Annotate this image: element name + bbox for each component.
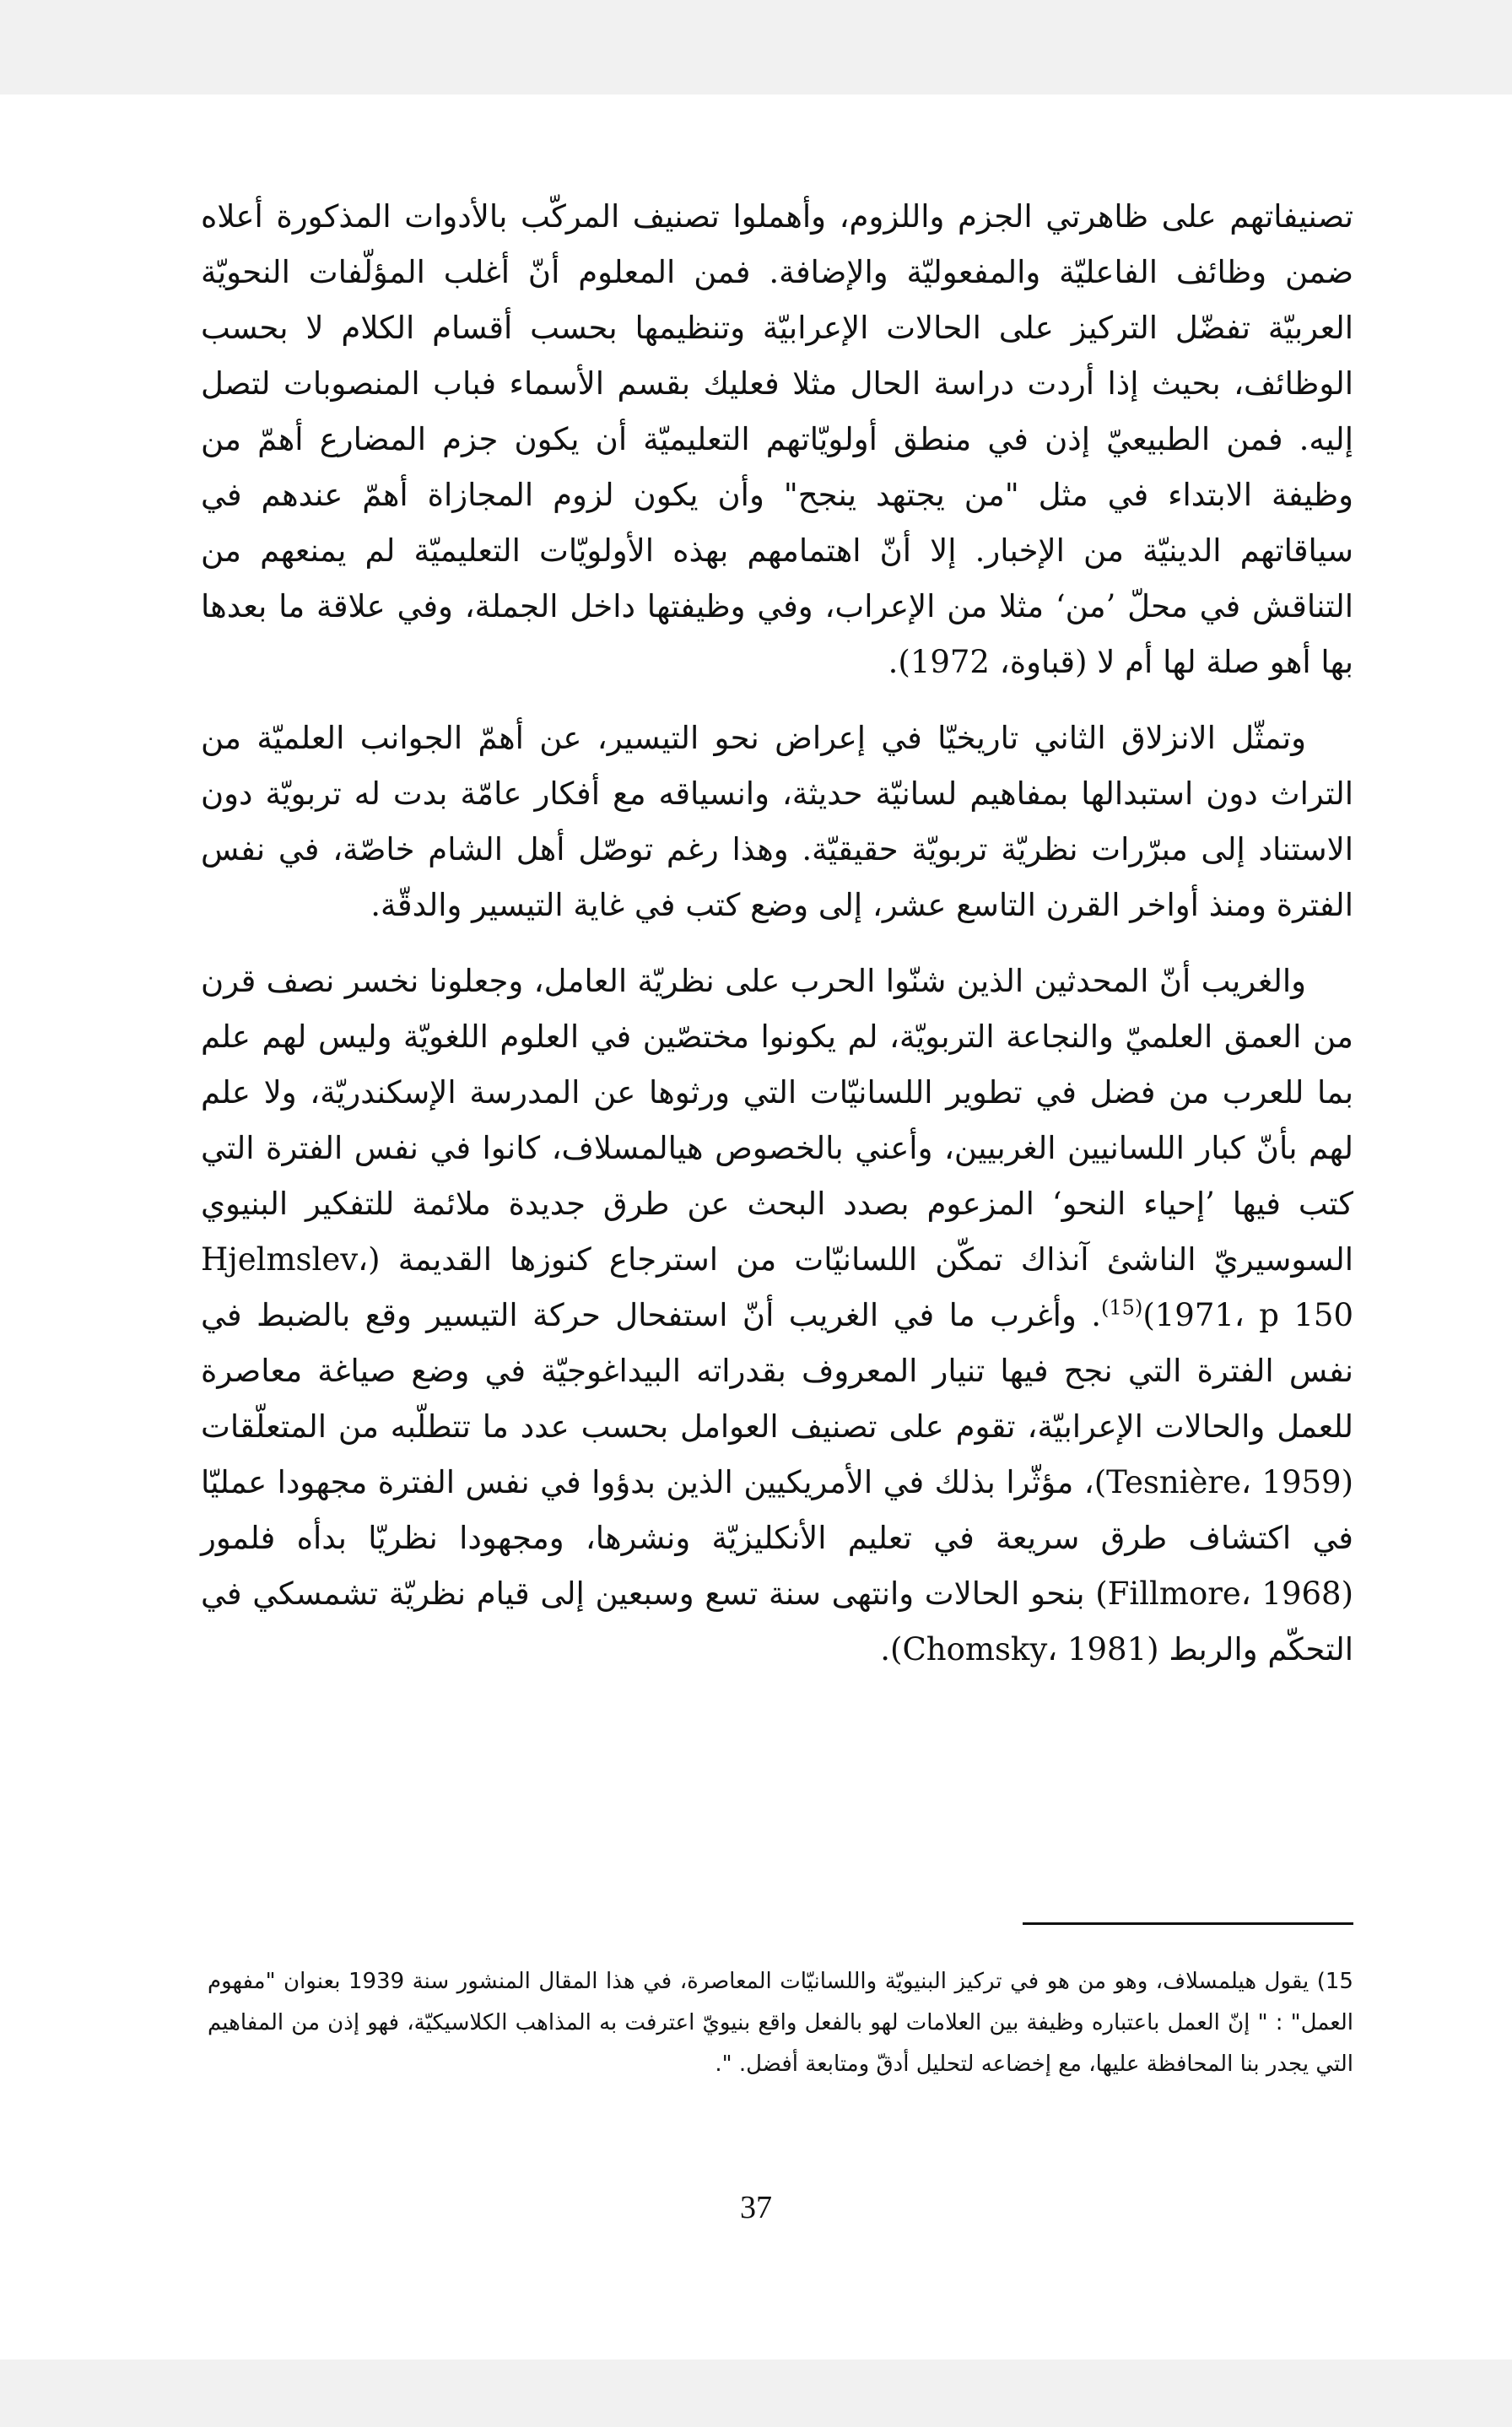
paragraph-3 xyxy=(201,954,1353,1678)
main-text xyxy=(201,189,1353,1678)
page-sheet xyxy=(0,95,1512,2359)
paragraph-2: وتمثّل الانزلاق الثاني تاريخيّا في إعراض نحو التيسير، عن أهمّ الجوانب العلميّة من التراث دون استبدالها بمفاهيم لسانيّة حديثة، وانسياقه مع أفكار عامّة بدت له تربويّة دون الاستناد إلى مبرّرات نظريّة تربويّة حقيقيّة. وهذا رغم توصّل أهل الشام خاصّة، في نفس الفترة ومنذ أواخر القرن التاسع عشر، إلى وضع كتب في غاية التيسير والدقّة. xyxy=(201,720,1353,923)
paragraph-3-text-a: والغريب أنّ المحدثين الذين شنّوا الحرب على نظريّة العامل، وجعلونا نخسر نصف قرن من العمق العلميّ والنجاعة التربويّة، لم يكونوا مختصّين في العلوم اللغويّة وليس لهم علم بما للعرب من فضل في تطوير اللسانيّات التي ورثوها عن المدرسة الإسكندريّة، ولا علم لهم بأنّ كبار اللسانيين الغربيين، وأعني بالخصوص هيالمسلاف، كانوا في نفس الفترة التي كتب فيها ’إحياء النحو‘ المزعوم بصدد البحث عن طرق جديدة ملائمة للتفكير البنيوي السوسيريّ الناشئ آنذاك تمكّن اللسانيّات من استرجاع كنوزها القديمة (Hjelmslev، 1971، p 150) xyxy=(201,963,1353,1333)
footnote-separator xyxy=(1023,1922,1353,1925)
footnote-reference[interactable]: (15) xyxy=(1101,1295,1143,1320)
footnote: 15) يقول هيلمسلاف، وهو من هو في تركيز البنيويّة واللسانيّات المعاصرة، في هذا المقال المنشور سنة 1939 بعنوان "مفهوم العمل" : " إنّ العمل باعتباره وظيفة بين العلامات لهو بالفعل واقع بنيويّ اعترفت به المذاهب الكلاسيكيّة، فهو إذن من المفاهيم التي يجدر بنا المحافظة عليها، مع إخضاعه لتحليل أدقّ ومتابعة أفضل. ". xyxy=(208,1969,1353,2077)
paragraph-3-text-b: . وأغرب ما في الغريب أنّ استفحال حركة التيسير وقع بالضبط في نفس الفترة التي نجح فيها تنيار المعروف بقدراته البيداغوجيّة في وضع صياغة معاصرة للعمل والحالات الإعرابيّة، تقوم على تصنيف العوامل بحسب عدد ما تتطلّبه من المتعلّقات (Tesnière، 1959)، مؤثّرا بذلك في الأمريكيين الذين بدؤوا في نفس الفترة مجهودا عمليّا في اكتشاف طرق سريعة في تعليم الأنكليزيّة ونشرها، ومجهودا نظريّا بدأه فلمور (Fillmore، 1968) بنحو الحالات وانتهى سنة تسع وسبعين إلى قيام نظريّة تشمسكي في التحكّم والربط (Chomsky، 1981). xyxy=(201,1297,1354,1668)
page-number: 37 xyxy=(740,2190,772,2225)
paragraph-1: تصنيفاتهم على ظاهرتي الجزم واللزوم، وأهملوا تصنيف المركّب بالأدوات المذكورة أعلاه ضمن وظائف الفاعليّة والمفعوليّة والإضافة. فمن المعلوم أنّ أغلب المؤلّفات النحويّة العربيّة تفضّل التركيز على الحالات الإعرابيّة وتنظيمها بحسب أقسام الكلام لا بحسب الوظائف، بحيث إذا أردت دراسة الحال مثلا فعليك بقسم الأسماء فباب المنصوبات لتصل إليه. فمن الطبيعيّ إذن في منطق أولويّاتهم التعليميّة أن يكون جزم المضارع أهمّ من وظيفة الابتداء في مثل "من يجتهد ينجح" وأن يكون لزوم المجازاة أهمّ عندهم في سياقاتهم الدينيّة من الإخبار. إلا أنّ اهتمامهم بهذه الأولويّات التعليميّة لم يمنعهم من التناقش في محلّ ’من‘ مثلا من الإعراب، وفي وظيفتها داخل الجملة، وفي علاقة ما بعدها بها أهو صلة لها أم لا (قباوة، 1972). xyxy=(201,198,1353,680)
